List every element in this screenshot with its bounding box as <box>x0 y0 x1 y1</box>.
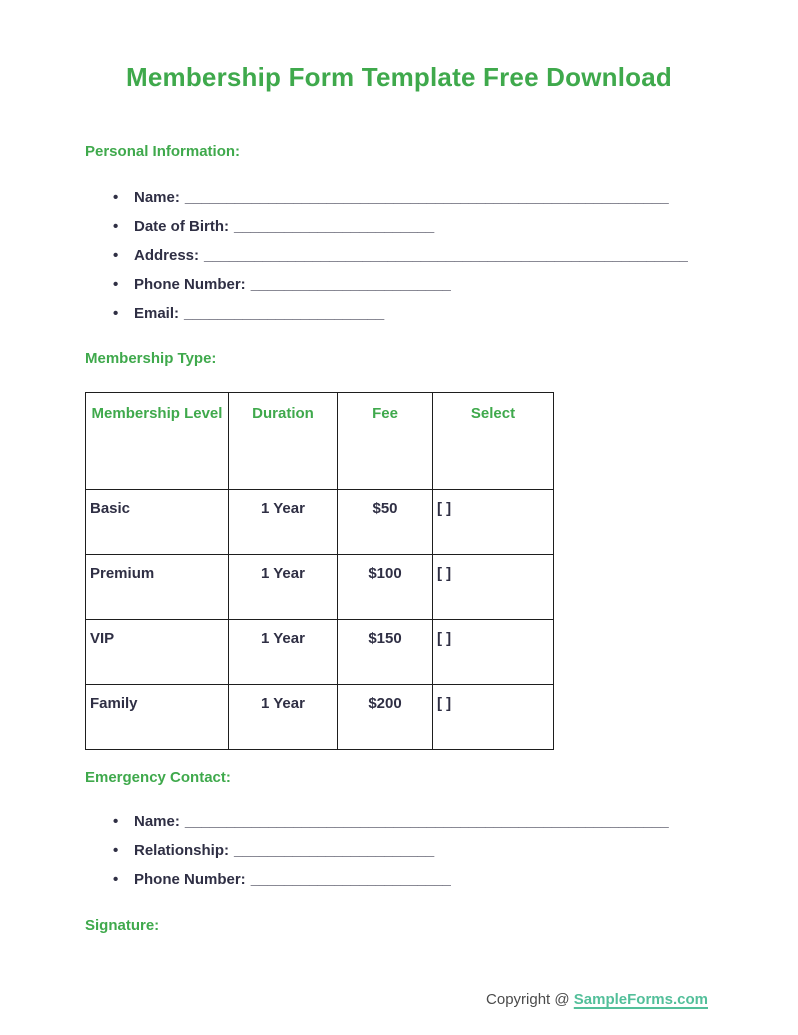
copyright-text: Copyright @ <box>486 991 574 1008</box>
column-header-duration: Duration <box>229 393 338 490</box>
fee-cell: $100 <box>338 555 433 620</box>
relationship-blank-line: ________________________ <box>234 842 435 859</box>
list-item <box>85 212 688 241</box>
field-label: Email: <box>134 305 180 322</box>
personal-information-list <box>85 183 688 328</box>
emergency-name-blank-line: __________________________________________________________ <box>184 813 669 830</box>
select-checkbox-vip[interactable]: [ ] <box>433 620 554 685</box>
select-checkbox-basic[interactable]: [ ] <box>433 490 554 555</box>
level-cell: Family <box>86 685 229 750</box>
field-label: Name: <box>134 189 180 206</box>
table-row <box>86 490 554 555</box>
address-blank-line: __________________________________________________________ <box>204 247 688 264</box>
list-item <box>85 183 688 212</box>
email-blank-line: ________________________ <box>184 305 385 322</box>
field-label: Name: <box>134 813 180 830</box>
table-header-row <box>86 393 554 490</box>
table-row <box>86 620 554 685</box>
field-label: Address: <box>134 247 200 264</box>
name-blank-line: __________________________________________________________ <box>184 189 669 206</box>
fee-cell: $200 <box>338 685 433 750</box>
duration-cell: 1 Year <box>229 490 338 555</box>
list-item <box>85 865 669 894</box>
duration-cell: 1 Year <box>229 620 338 685</box>
phone-number-blank-line: ________________________ <box>250 276 451 293</box>
membership-type-heading: Membership Type: <box>85 350 217 367</box>
level-cell: Premium <box>86 555 229 620</box>
column-header-fee: Fee <box>338 393 433 490</box>
table-row <box>86 685 554 750</box>
column-header-select: Select <box>433 393 554 490</box>
sampleforms-link[interactable]: SampleForms.com <box>573 991 708 1008</box>
list-item <box>85 299 688 328</box>
duration-cell: 1 Year <box>229 555 338 620</box>
list-item <box>85 836 669 865</box>
select-checkbox-family[interactable]: [ ] <box>433 685 554 750</box>
field-label: Phone Number: <box>134 871 246 888</box>
table-row <box>86 555 554 620</box>
emergency-contact-list <box>85 807 669 894</box>
column-header-membership-level: Membership Level <box>86 393 229 490</box>
list-item <box>85 270 688 299</box>
fee-cell: $50 <box>338 490 433 555</box>
footer <box>486 991 708 1008</box>
level-cell: Basic <box>86 490 229 555</box>
field-label: Phone Number: <box>134 276 246 293</box>
emergency-contact-heading: Emergency Contact: <box>85 769 231 786</box>
personal-information-heading: Personal Information: <box>85 143 241 160</box>
list-item <box>85 241 688 270</box>
fee-cell: $150 <box>338 620 433 685</box>
level-cell: VIP <box>86 620 229 685</box>
emergency-phone-blank-line: ________________________ <box>250 871 451 888</box>
page-title: Membership Form Template Free Download <box>126 62 672 92</box>
duration-cell: 1 Year <box>229 685 338 750</box>
signature-heading: Signature: <box>85 917 160 934</box>
field-label: Date of Birth: <box>134 218 229 235</box>
membership-type-table <box>85 392 554 750</box>
select-checkbox-premium[interactable]: [ ] <box>433 555 554 620</box>
date-of-birth-blank-line: ________________________ <box>234 218 435 235</box>
list-item <box>85 807 669 836</box>
field-label: Relationship: <box>134 842 230 859</box>
